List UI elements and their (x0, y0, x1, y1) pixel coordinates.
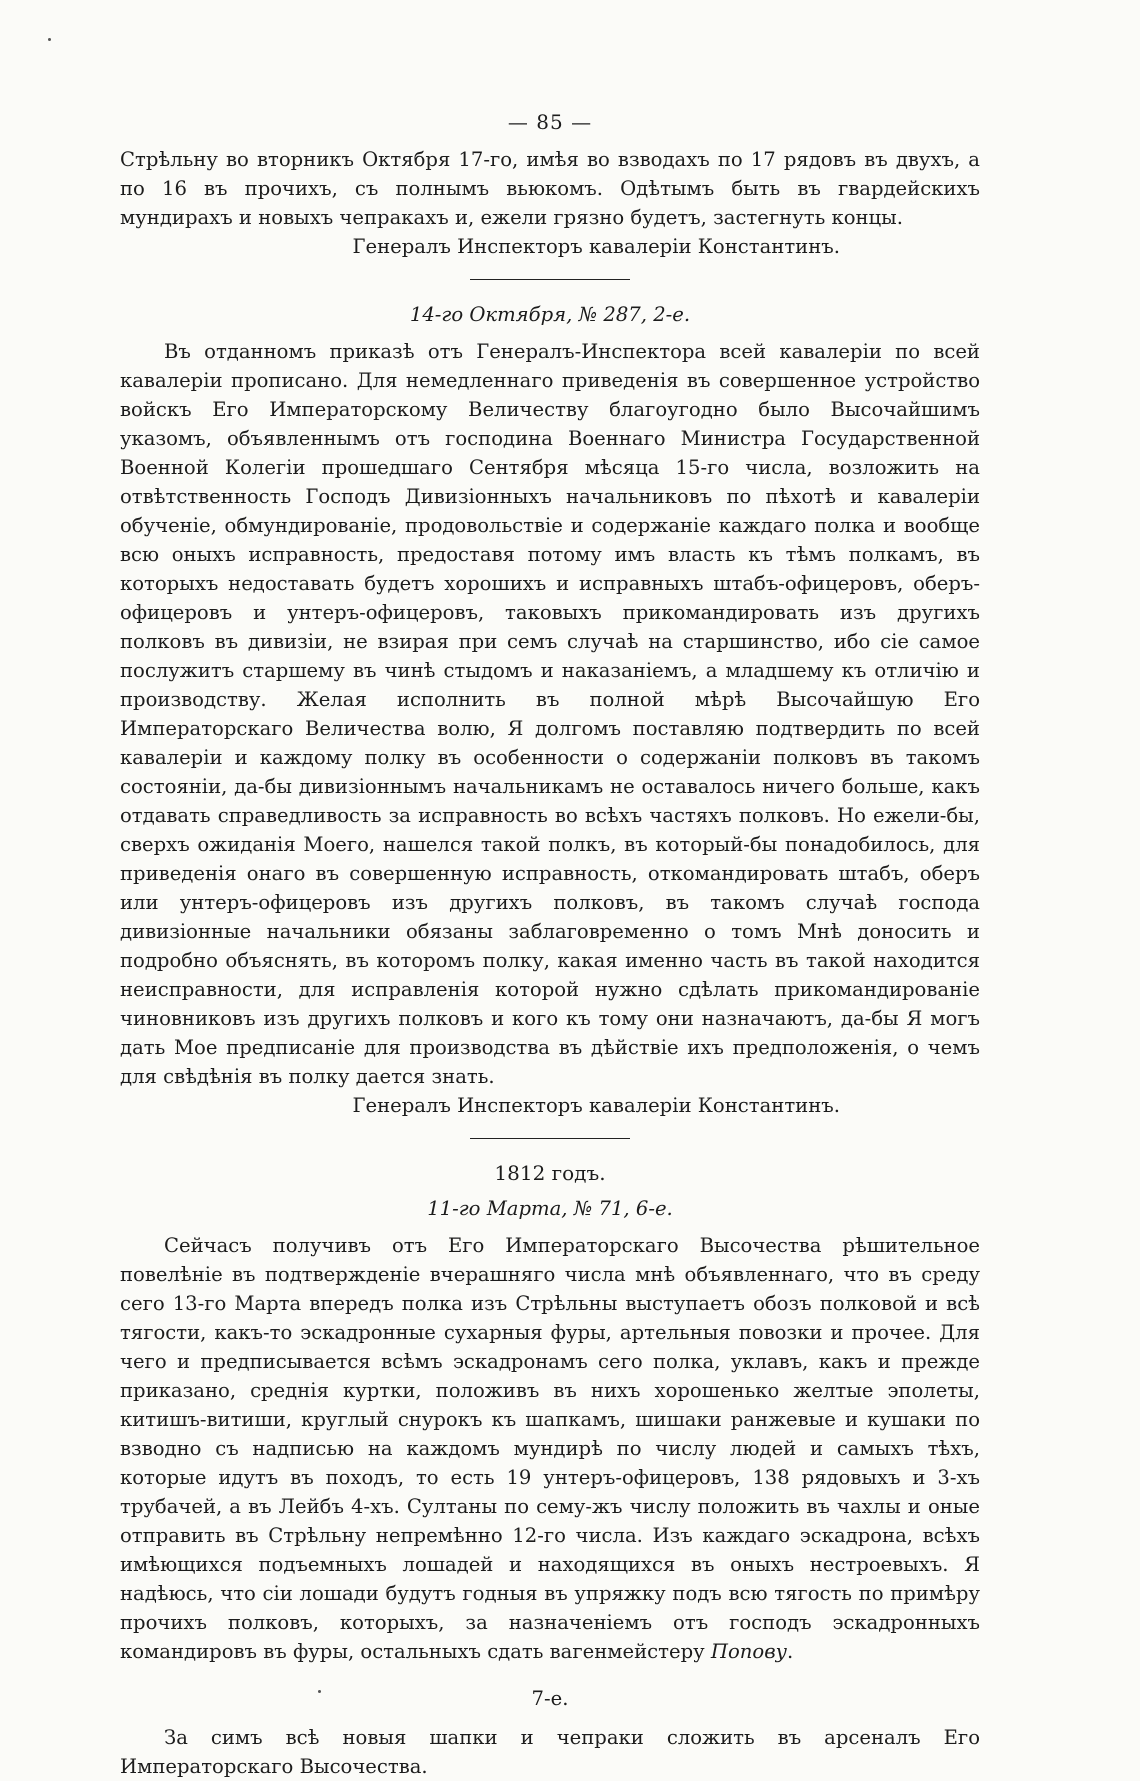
order-number-heading: 7-е. (531, 1687, 569, 1710)
scan-speck (48, 38, 51, 41)
signature: Генералъ Инспекторъ кавалеріи Константинъ. (352, 235, 840, 258)
paragraph-continuation: Стрѣльну во вторникъ Октября 17-го, имѣя во взводахъ по 17 рядовъ въ двухъ, а по 16 въ прочихъ, съ полнымъ вьюкомъ. Одѣтымъ быть въ гвардейскихъ мундирахъ и новыхъ чепракахъ и, ежели грязно будетъ, застегнуть концы. (120, 148, 980, 229)
order-text-end: . (786, 1640, 794, 1663)
section-divider (470, 279, 630, 280)
document-page (120, 108, 980, 1781)
order-paragraph: За симъ всѣ новыя шапки и чепраки сложить въ арсеналъ Его Императорскаго Высочества. (120, 1726, 980, 1778)
year-heading: 1812 годъ. (494, 1161, 606, 1185)
signature: Генералъ Инспекторъ кавалеріи Константинъ. (352, 1094, 840, 1117)
order-date-heading: 11-го Марта, № 71, 6-е. (427, 1197, 673, 1220)
order-date-heading: 14-го Октября, № 287, 2-е. (409, 303, 691, 326)
page-number: — 85 — (507, 110, 593, 134)
order-paragraph (120, 1231, 980, 1666)
italic-name: Попову (710, 1640, 787, 1663)
order-text: Сейчасъ получивъ отъ Его Императорскаго Высочества рѣшительное повелѣніе въ подтвержденіе вчерашняго числа мнѣ объявленнаго, что въ среду сего 13-го Марта впередъ полка изъ Стрѣльны выступаетъ обозъ полковой и всѣ тягости, какъ-то эскадронные сухарныя фуры, артельныя повозки и прочее. Для чего и предписывается всѣмъ эскадронамъ сего полка, уклавъ, какъ и прежде приказано, среднія куртки, положивъ въ нихъ хорошенько желтые эполеты, китишъ-витиши, круглый снурокъ къ шапкамъ, шишаки ранжевые и кушаки по взводно съ надписью на каждомъ мундирѣ по числу людей и самыхъ тѣхъ, которые идутъ въ походъ, то есть 19 унтеръ-офицеровъ, 138 рядовыхъ и 3-хъ трубачей, а въ Лейбъ 4-хъ. Султаны по сему-жъ числу положить въ чахлы и оные отправить въ Стрѣльну непремѣнно 12-го числа. Изъ каждаго эскадрона, всѣхъ имѣющихся подъемныхъ лошадей и находящихся въ оныхъ нестроевыхъ. Я надѣюсь, что сіи лошади будутъ годныя въ упряжку подъ всю тягость по примѣру прочихъ полковъ, которыхъ, за назначеніемъ отъ господъ эскадронныхъ командировъ въ фуры, остальныхъ сдать вагенмейстеру (120, 1234, 980, 1663)
section-divider (470, 1138, 630, 1139)
order-paragraph: Въ отданномъ приказѣ отъ Генералъ-Инспектора всей кавалеріи по всей кавалеріи прописано. Для немедленнаго приведенія въ совершенное устройство войскъ Его Императорскому Величеству благоугодно было Высочайшимъ указомъ, объявленнымъ отъ господина Военнаго Министра Государственной Военной Колегіи прошедшаго Сентября мѣсяца 15-го числа, возложить на отвѣтственность Господъ Дивизіонныхъ начальниковъ по пѣхотѣ и кавалеріи обученіе, обмундированіе, продовольствіе и содержаніе каждаго полка и вообще всю оныхъ исправность, предоставя потому имъ власть къ тѣмъ полкамъ, въ которыхъ недоставать будетъ хорошихъ и исправныхъ штабъ-офицеровъ, оберъ-офицеровъ и унтеръ-офицеровъ, таковыхъ прикомандировать изъ другихъ полковъ въ дивизіи, не взирая при семъ случаѣ на старшинство, ибо сіе самое послужитъ старшему въ чинѣ стыдомъ и наказаніемъ, а младшему къ отличію и производству. Желая исполнить въ полной мѣрѣ Высочайшую Его Императорскаго Величества волю, Я долгомъ поставляю подтвердить по всей кавалеріи и каждому полку въ особенности о содержаніи полковъ въ такомъ состояніи, да-бы дивизіоннымъ начальникамъ не оставалось ничего больше, какъ отдавать справедливость за исправность во всѣхъ частяхъ полковъ. Но ежели-бы, сверхъ ожиданія Моего, нашелся такой полкъ, въ который-бы понадобилось, для приведенія онаго въ совершенную исправность, откомандировать штабъ, оберъ или унтеръ-офицеровъ изъ другихъ полковъ, въ такомъ случаѣ господа дивизіонные начальники обязаны заблаговременно о томъ Мнѣ доносить и подробно объяснять, въ которомъ полку, какая именно часть въ такой находится неисправности, для исправленія которой нужно сдѣлать прикомандированіе чиновниковъ изъ другихъ полковъ и кого къ тому они назначаютъ, да-бы Я могъ дать Мое предписаніе для производства въ дѣйствіе ихъ предположенія, о чемъ для свѣдѣнія въ полку дается знать. (120, 340, 980, 1088)
